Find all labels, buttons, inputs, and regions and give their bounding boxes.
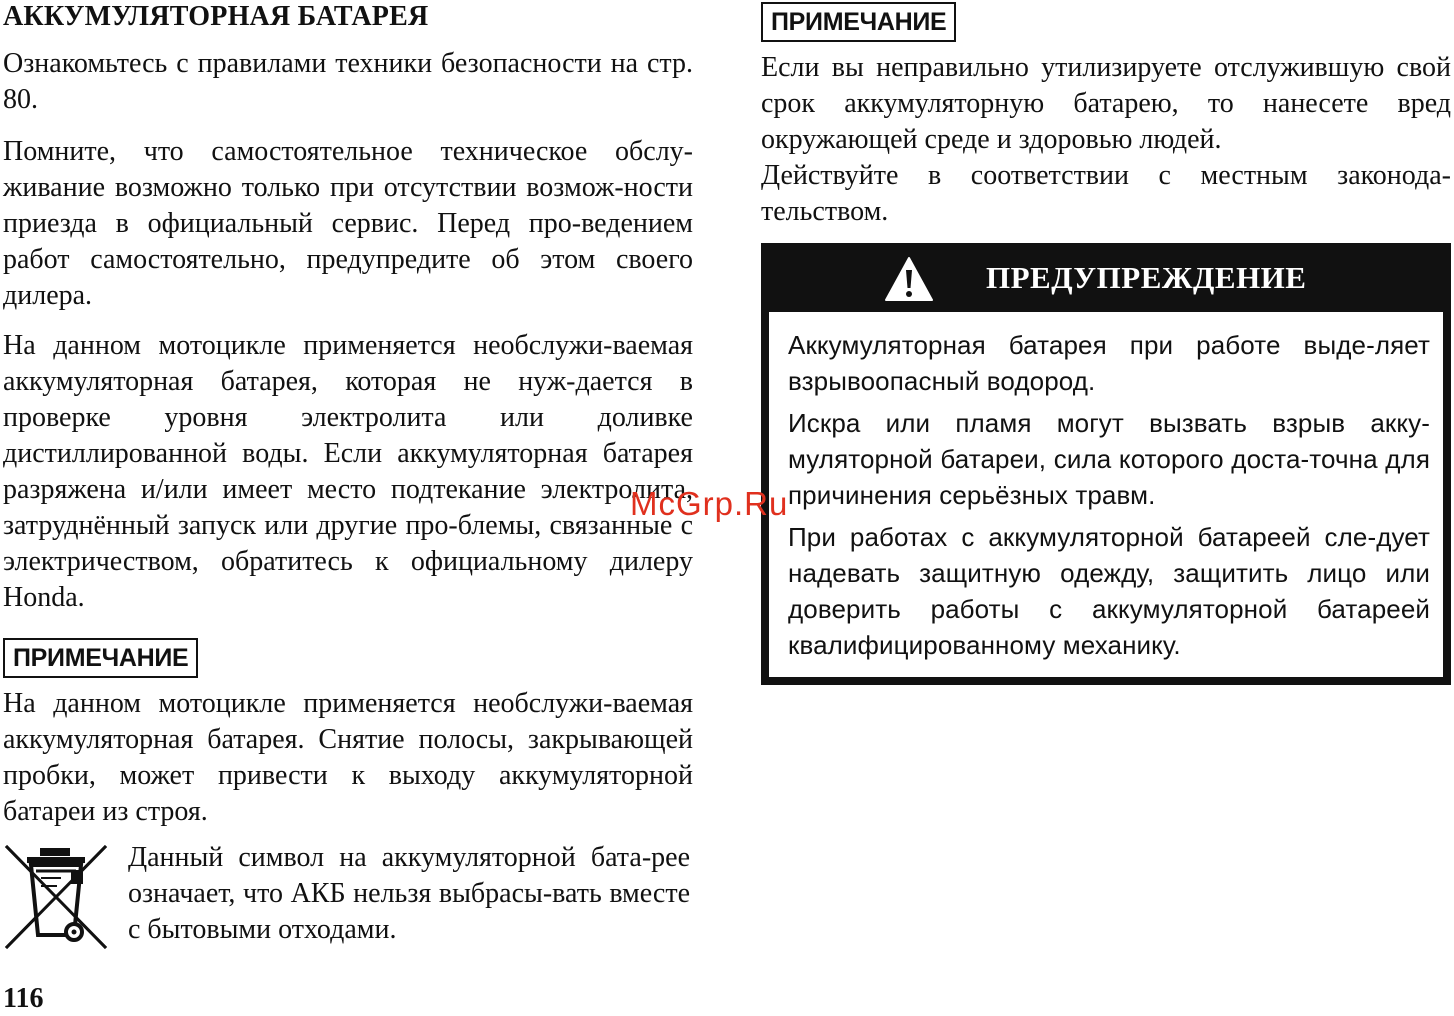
section-title: АККУМУЛЯТОРНАЯ БАТАРЕЯ [3,1,429,32]
warning-hydrogen-paragraph: Аккумуляторная батарея при работе выде-ляет взрывоопасный водород. [788,330,1430,396]
warning-title: ПРЕДУПРЕЖДЕНИЕ [986,260,1307,295]
warning-explosion-paragraph: Искра или пламя могут вызвать взрыв акку-муляторной батареи, сила которого доста-точна для причинения серьёзных травм. [788,408,1430,510]
warning-box [761,243,1451,685]
warning-header [764,246,1448,312]
note-label: ПРИМЕЧАНИЕ [3,638,198,678]
crossed-out-wheelie-bin-icon [3,843,109,951]
note-paragraph: На данном мотоцикле применяется необслужи-ваемая аккумуляторная батарея. Снятие полосы, закрывающей пробки, может привести к выходу аккумуляторной батареи из строя. [3,688,693,827]
warning-triangle-icon [884,256,934,302]
self-service-paragraph: Помните, что самостоятельное техническое обслу-живание возможно только при отсутствии возмож-ности приезда в официальный сервис. Перед про-ведением работ самостоятельно, предупредите об этом своего дилера. [3,136,693,311]
maintenance-free-paragraph: На данном мотоцикле применяется необслужи-ваемая аккумуляторная батарея, которая не нуж-дается в проверке уровня электролита или доливке дистиллированной воды. Если аккумуляторная батарея разряжена и/или имеет место подтекание электролита, затруднённый запуск или другие про-блемы, связанные с электричеством, обратитесь к официальному дилеру Honda. [3,330,693,613]
recycle-symbol-paragraph: Данный символ на аккумуляторной бата-рее означает, что АКБ нельзя выбрасы-вать вместе с бытовыми отходами. [128,842,690,945]
disposal-paragraph: Если вы неправильно утилизируете отслужившую свой срок аккумуляторную батарею, то нанесете вред окружающей среде и здоровью людей. [761,52,1451,155]
warning-protection-paragraph: При работах с аккумуляторной батареей сле-дует надевать защитную одежду, защитить лицо или доверить работы с аккумуляторной батареей квалифицированному механику. [788,522,1430,660]
note-label-right: ПРИМЕЧАНИЕ [761,2,956,42]
local-law-paragraph: Действуйте в соответствии с местным законода-тельством. [761,160,1451,227]
safety-reference-paragraph: Ознакомьтесь с правилами техники безопасности на стр. 80. [3,48,693,115]
watermark: McGrp.Ru [630,485,789,522]
warning-body [769,312,1443,677]
page-number: 116 [3,983,44,1014]
